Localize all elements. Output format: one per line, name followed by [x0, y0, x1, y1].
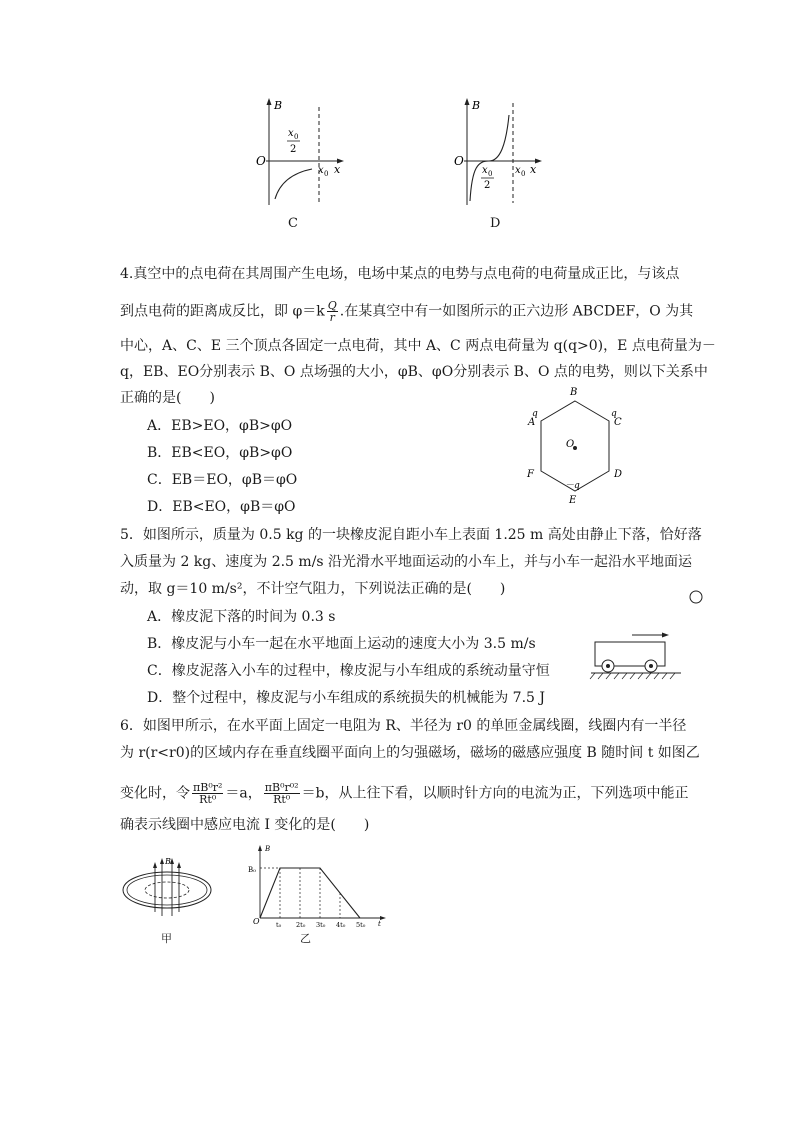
hex-label-f: F [527, 469, 534, 480]
q4-line-5: 正确的是( ) [120, 390, 215, 406]
d-axis-y-label: B [472, 99, 481, 112]
q5-option-a: A．橡皮泥下落的时间为 0.3 s [147, 609, 336, 625]
graph-d [448, 95, 548, 210]
q5-line-1: 5．如图所示，质量为 0.5 kg 的一块橡皮泥自距小车上表面 1.25 m 高处由静止下落，恰好落 [120, 527, 702, 543]
d-axis-x-label: x [530, 163, 537, 176]
c-mark-sub: 0 [294, 133, 299, 141]
putty-ball [690, 591, 702, 603]
q6-line-1: 6．如图甲所示，在水平面上固定一电阻为 R、半径为 r0 的单匝金属线圈，线圈内有一半径 [120, 718, 687, 734]
d-origin-label: O [454, 154, 464, 168]
fig-yi-caption: 乙 [300, 932, 311, 945]
b-t-series [260, 868, 360, 918]
c-end-sub: 0 [324, 170, 329, 178]
hex-charge-e: －q [565, 481, 580, 491]
q6-frac1-den: Rt⁰ [199, 793, 217, 806]
q5-option-d: D．整个过程中，橡皮泥与小车组成的系统损失的机械能为 7.5 J [147, 690, 546, 706]
bt-origin-label: O [253, 917, 260, 926]
hex-label-c: C [614, 417, 622, 428]
hex-label-o: O [566, 439, 575, 450]
q6-line-2: 为 r(r<r0)的区域内存在垂直线圈平面向上的匀强磁场，磁场的磁感应强度 B 随时间 t 如图乙 [120, 745, 700, 761]
q6-line-3 [120, 782, 689, 805]
c-axis-x-label: x [334, 163, 341, 176]
c-mark-den: 2 [290, 144, 297, 155]
fig-jia-caption: 甲 [161, 932, 172, 945]
q5-option-b: B．橡皮泥与小车一起在水平地面上运动的速度大小为 3.5 m/s [147, 636, 536, 652]
q4-line-3: 中心，A、C、E 三个顶点各固定一点电荷，其中 A、C 两点电荷量为 q(q>0)，E 点电荷量为－ [120, 338, 716, 354]
q4-option-a: A．EB>EO，φB>φO [147, 418, 293, 434]
d-end-sub: 0 [521, 170, 526, 178]
d-mark-num: x [482, 165, 488, 176]
q6-line-3-post: ＝b，从上往下看，以顺时针方向的电流为正，下列选项中能正 [301, 785, 689, 802]
coil-field-label: B [165, 857, 171, 866]
q4-option-c: C．EB＝EO，φB＝φO [147, 472, 298, 488]
hex-label-e: E [569, 495, 577, 506]
q6-fraction-a [192, 782, 223, 805]
hex-label-d: D [614, 469, 623, 480]
c-mark-num: x [288, 128, 294, 139]
bt-tick-2t0: 2t₀ [296, 921, 306, 929]
hex-charge-a: q [532, 409, 538, 419]
q4-line-2-post: .在某真空中有一如图所示的正六边形 ABCDEF，O 为其 [339, 303, 694, 320]
d-mark-den: 2 [484, 180, 491, 191]
c-origin-label: O [256, 154, 266, 168]
q6-line-3-pre: 变化时，令 [120, 785, 190, 802]
q6-frac2-den: Rt⁰ [273, 793, 291, 806]
d-mark-sub: 0 [488, 170, 493, 178]
q5-option-c: C．橡皮泥落入小车的过程中，橡皮泥与小车组成的系统动量守恒 [147, 663, 550, 679]
c-end-label: x [318, 165, 324, 176]
bt-axis-x-label: t [378, 920, 381, 928]
graph-c [248, 95, 348, 210]
option-c-caption: C [288, 216, 298, 231]
q4-option-d: D．EB<EO，φB＝φO [147, 499, 296, 515]
q6-frac1-num: πB⁰r² [193, 781, 223, 794]
q4-line-1: 4.真空中的点电荷在其周围产生电场，电场中某点的电势与点电荷的电荷量成正比，与该点 [120, 266, 680, 282]
q5-line-2: 入质量为 2 kg、速度为 2.5 m/s 沿光滑水平地面运动的小车上，并与小车一起沿水平地面运 [120, 554, 693, 570]
d-end-label: x [515, 165, 521, 176]
bt-level-label: B₀ [248, 866, 256, 874]
q4-frac-den: r [329, 311, 335, 324]
bt-tick-4t0: 4t₀ [336, 921, 346, 929]
q4-line-4: q，EB、EO分别表示 B、O 点场强的大小，φB、φO分别表示 B、O 点的电势，则以下关系中 [120, 364, 708, 380]
bt-tick-3t0: 3t₀ [316, 921, 326, 929]
q6-frac2-num: πB⁰r⁰² [264, 781, 299, 794]
coil-figure [120, 852, 215, 932]
option-d-caption: D [490, 216, 501, 231]
hex-label-a: A [528, 417, 536, 428]
q4-frac-num: Q [327, 299, 337, 312]
q4-line-2-pre: 到点电荷的距离成反比，即 φ＝k [120, 303, 325, 320]
q4-fraction [327, 300, 338, 323]
hex-label-b: B [570, 387, 578, 398]
cart-figure [585, 585, 715, 685]
q5-line-3: 动，取 g＝10 m/s²，不计空气阻力，下列说法正确的是( ) [120, 581, 506, 597]
bt-axis-y-label: B [265, 845, 271, 853]
hexagon-figure [510, 385, 640, 506]
q4-option-b: B．EB<EO，φB>φO [147, 445, 293, 461]
hex-charge-c: q [611, 409, 617, 419]
q6-fraction-b [264, 782, 300, 805]
bt-tick-t0: t₀ [276, 921, 282, 929]
q4-line-2 [120, 300, 693, 323]
c-axis-y-label: B [274, 99, 283, 112]
q6-line-4: 确表示线圈中感应电流 I 变化的是( ) [120, 817, 370, 833]
q6-mid: ＝a， [225, 785, 262, 802]
b-t-graph [245, 842, 390, 927]
bt-tick-5t0: 5t₀ [356, 921, 366, 929]
